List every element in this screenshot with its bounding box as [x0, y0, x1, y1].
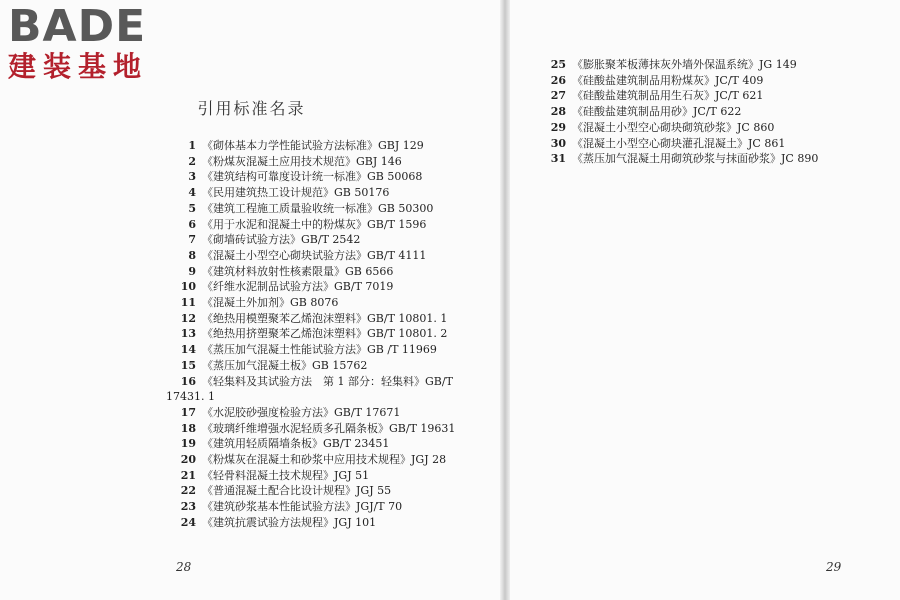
standard-entry [540, 104, 880, 120]
standard-entry [170, 248, 495, 264]
logo-subtitle: 建装基地 [8, 50, 149, 83]
entry-number: 7 [188, 233, 196, 247]
entry-number: 4 [188, 186, 196, 200]
standard-entry [170, 279, 495, 295]
standard-entry [170, 499, 495, 515]
entry-number: 13 [180, 327, 196, 341]
standard-entry [170, 138, 495, 154]
standard-entry [540, 151, 880, 167]
entry-text: 《民用建筑热工设计规范》GB 50176 [202, 186, 390, 200]
standard-entry [170, 358, 495, 374]
standard-entry [170, 154, 495, 170]
entry-number: 10 [180, 280, 196, 294]
standard-entry [540, 73, 880, 89]
entry-number: 18 [180, 421, 196, 435]
entry-number: 14 [180, 343, 196, 357]
standard-entry [170, 436, 495, 452]
standard-entry [170, 421, 495, 437]
entry-text: 《建筑用轻质隔墙条板》GB/T 23451 [202, 437, 390, 451]
entry-text: 《轻集料及其试验方法 第 1 部分：轻集料》GB/T [202, 374, 453, 388]
standard-entry [540, 136, 880, 152]
standard-entry [170, 326, 495, 342]
entry-number: 12 [180, 311, 196, 325]
entry-number: 16 [180, 374, 196, 388]
entry-number: 9 [188, 264, 196, 278]
entry-text: 《砌墙砖试验方法》GB/T 2542 [202, 233, 361, 247]
entry-text: 《混凝土小型空心砌块灌孔混凝土》JC 861 [572, 136, 786, 150]
standards-list-left [166, 138, 495, 531]
entry-number: 21 [180, 468, 196, 482]
standards-list-right [540, 57, 880, 167]
entry-text: 《用于水泥和混凝土中的粉煤灰》GB/T 1596 [202, 217, 427, 231]
entry-text: 《玻璃纤维增强水泥轻质多孔隔条板》GB/T 19631 [202, 421, 456, 435]
entry-text: 《建筑工程施工质量验收统一标准》GB 50300 [202, 201, 434, 215]
entry-text: 《砌体基本力学性能试验方法标准》GBJ 129 [202, 139, 424, 152]
standard-entry [170, 264, 495, 280]
entry-number: 19 [180, 437, 196, 451]
standard-entry [540, 57, 880, 73]
standard-entry [170, 185, 495, 201]
entry-text: 《绝热用挤塑聚苯乙烯泡沫塑料》GB/T 10801. 2 [202, 327, 448, 341]
entry-number: 11 [180, 296, 196, 310]
entry-text: 《水泥胶砂强度检验方法》GB/T 17671 [202, 405, 401, 419]
entry-number: 5 [188, 201, 196, 215]
entry-number: 24 [180, 515, 196, 529]
entry-text: 《建筑结构可靠度设计统一标准》GB 50068 [202, 170, 423, 184]
standard-entry [170, 468, 495, 484]
standard-entry [170, 295, 495, 311]
entry-text: 《建筑材料放射性核素限量》GB 6566 [202, 264, 394, 278]
entry-number: 8 [188, 248, 196, 262]
standard-entry [170, 232, 495, 248]
entry-number: 22 [180, 484, 196, 498]
entry-number: 1 [188, 139, 196, 152]
entry-number: 27 [550, 89, 566, 103]
entry-text: 《混凝土外加剂》GB 8076 [202, 296, 339, 310]
entry-number: 28 [550, 105, 566, 119]
page-number-left: 28 [176, 560, 192, 574]
entry-text: 《建筑抗震试验方法规程》JGJ 101 [202, 515, 377, 529]
entry-text: 《普通混凝土配合比设计规程》JGJ 55 [202, 484, 392, 498]
entry-number: 2 [188, 154, 196, 168]
entry-text: 《粉煤灰在混凝土和砂浆中应用技术规程》JGJ 28 [202, 453, 447, 467]
entry-number: 30 [550, 136, 566, 150]
entry-text: 《绝热用模塑聚苯乙烯泡沫塑料》GB/T 10801. 1 [202, 311, 448, 325]
entry-text: 《硅酸盐建筑制品用砂》JC/T 622 [572, 105, 742, 119]
entry-text: 《蒸压加气混凝土用砌筑砂浆与抹面砂浆》JC 890 [572, 152, 819, 166]
standard-entry [170, 217, 495, 233]
standard-entry [170, 405, 495, 421]
entry-number: 23 [180, 500, 196, 514]
standard-entry [540, 88, 880, 104]
watermark-logo [8, 1, 183, 84]
entry-number: 20 [180, 453, 196, 467]
entry-text: 《粉煤灰混凝土应用技术规范》GBJ 146 [202, 154, 402, 168]
entry-text: 《混凝土小型空心砌块试验方法》GB/T 4111 [202, 248, 427, 262]
entry-text: 《混凝土小型空心砌块砌筑砂浆》JC 860 [572, 120, 775, 134]
page-number-right: 29 [826, 560, 842, 574]
entry-number: 29 [550, 120, 566, 134]
standard-entry [170, 169, 495, 185]
page-title: 引用标准名录 [197, 99, 306, 118]
standard-entry [170, 342, 495, 358]
entry-number: 17 [180, 405, 196, 419]
entry-number: 3 [188, 170, 196, 184]
entry-text: 《蒸压加气混凝土板》GB 15762 [202, 358, 368, 372]
entry-text: 《纤维水泥制品试验方法》GB/T 7019 [202, 280, 394, 294]
standard-entry [170, 483, 495, 499]
entry-number: 25 [550, 58, 566, 71]
entry-text: 《轻骨料混凝土技术规程》JGJ 51 [202, 468, 370, 482]
entry-number: 31 [550, 152, 566, 166]
entry-text: 《蒸压加气混凝土性能试验方法》GB /T 11969 [202, 343, 437, 357]
entry-text: 《建筑砂浆基本性能试验方法》JGJ/T 70 [202, 500, 403, 514]
entry-text: 《硅酸盐建筑制品用生石灰》JC/T 621 [572, 89, 764, 103]
logo-wordmark: BADE [8, 1, 147, 52]
book-gutter [500, 0, 510, 600]
standard-entry [170, 311, 495, 327]
standard-entry [170, 515, 495, 531]
entry-continuation: 17431. 1 [166, 390, 215, 404]
entry-text: 《硅酸盐建筑制品用粉煤灰》JC/T 409 [572, 73, 764, 87]
standard-entry [170, 452, 495, 468]
entry-number: 6 [188, 217, 196, 231]
entry-number: 26 [550, 73, 566, 87]
entry-number: 15 [180, 358, 196, 372]
standard-entry [170, 201, 495, 217]
entry-text: 《膨胀聚苯板薄抹灰外墙外保温系统》JG 149 [572, 58, 797, 71]
standard-entry [166, 374, 495, 405]
standard-entry [540, 120, 880, 136]
